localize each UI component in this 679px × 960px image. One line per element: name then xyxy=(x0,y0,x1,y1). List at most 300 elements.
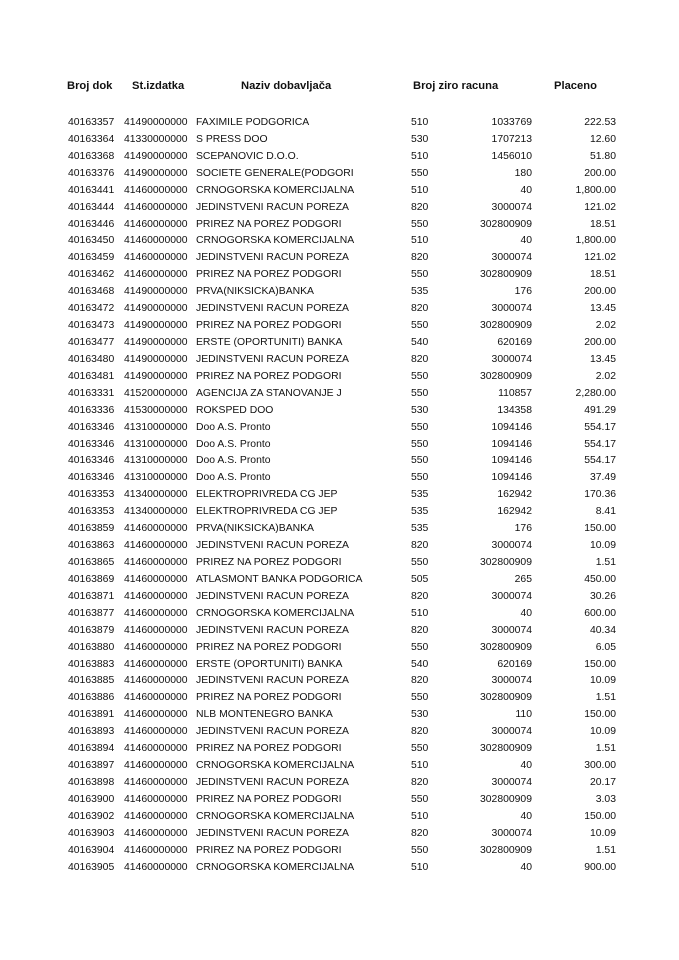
cell-account-number: 110 xyxy=(515,709,532,721)
cell-naziv-dobavljaca: PRIREZ NA POREZ PODGORI xyxy=(196,743,342,755)
table-row xyxy=(0,589,679,606)
cell-naziv-dobavljaca: CRNOGORSKA KOMERCIJALNA xyxy=(196,760,355,772)
table-row xyxy=(0,115,679,132)
cell-st-izdatka: 41460000000 xyxy=(124,235,188,247)
cell-broj-dok: 40163459 xyxy=(68,252,115,264)
cell-st-izdatka: 41460000000 xyxy=(124,861,188,873)
table-row xyxy=(0,217,679,234)
cell-account-number: 3000074 xyxy=(491,776,532,788)
cell-placeno: 554.17 xyxy=(584,421,616,433)
cell-bank-code: 550 xyxy=(411,421,429,433)
table-row xyxy=(0,758,679,775)
cell-bank-code: 820 xyxy=(411,201,429,213)
cell-account-number: 162942 xyxy=(497,506,532,518)
cell-placeno: 1.51 xyxy=(595,556,616,568)
cell-account-number: 302800909 xyxy=(479,218,532,230)
cell-st-izdatka: 41460000000 xyxy=(124,184,188,196)
cell-st-izdatka: 41330000000 xyxy=(124,133,188,145)
cell-naziv-dobavljaca: JEDINSTVENI RACUN POREZA xyxy=(196,827,349,839)
cell-st-izdatka: 41460000000 xyxy=(124,776,188,788)
cell-st-izdatka: 41460000000 xyxy=(124,269,188,281)
cell-broj-dok: 40163904 xyxy=(68,844,115,856)
cell-account-number: 1094146 xyxy=(491,438,532,450)
table-row xyxy=(0,690,679,707)
cell-placeno: 200.00 xyxy=(584,286,616,298)
cell-st-izdatka: 41460000000 xyxy=(124,827,188,839)
cell-naziv-dobavljaca: ELEKTROPRIVREDA CG JEP xyxy=(196,489,338,501)
cell-account-number: 3000074 xyxy=(491,726,532,738)
cell-naziv-dobavljaca: JEDINSTVENI RACUN POREZA xyxy=(196,726,349,738)
cell-broj-dok: 40163877 xyxy=(68,607,115,619)
cell-st-izdatka: 41460000000 xyxy=(124,726,188,738)
cell-naziv-dobavljaca: JEDINSTVENI RACUN POREZA xyxy=(196,624,349,636)
cell-bank-code: 530 xyxy=(411,133,429,145)
cell-broj-dok: 40163869 xyxy=(68,573,115,585)
cell-broj-dok: 40163450 xyxy=(68,235,115,247)
cell-st-izdatka: 41460000000 xyxy=(124,810,188,822)
cell-naziv-dobavljaca: PRVA(NIKSICKA)BANKA xyxy=(196,286,314,298)
cell-placeno: 8.41 xyxy=(595,506,616,518)
cell-broj-dok: 40163477 xyxy=(68,336,115,348)
cell-placeno: 150.00 xyxy=(584,523,616,535)
cell-st-izdatka: 41490000000 xyxy=(124,353,188,365)
cell-broj-dok: 40163865 xyxy=(68,556,115,568)
cell-placeno: 1.51 xyxy=(595,692,616,704)
cell-account-number: 302800909 xyxy=(479,269,532,281)
cell-naziv-dobavljaca: JEDINSTVENI RACUN POREZA xyxy=(196,675,349,687)
cell-bank-code: 550 xyxy=(411,793,429,805)
cell-st-izdatka: 41340000000 xyxy=(124,506,188,518)
cell-account-number: 3000074 xyxy=(491,252,532,264)
cell-bank-code: 550 xyxy=(411,455,429,467)
cell-st-izdatka: 41460000000 xyxy=(124,658,188,670)
header-broj-ziro-racuna: Broj ziro racuna xyxy=(413,80,499,92)
cell-placeno: 554.17 xyxy=(584,438,616,450)
cell-broj-dok: 40163368 xyxy=(68,150,115,162)
table-row xyxy=(0,200,679,217)
cell-bank-code: 540 xyxy=(411,658,429,670)
cell-st-izdatka: 41460000000 xyxy=(124,252,188,264)
table-row xyxy=(0,826,679,843)
cell-broj-dok: 40163897 xyxy=(68,760,115,772)
table-row xyxy=(0,132,679,149)
cell-bank-code: 510 xyxy=(411,810,429,822)
cell-account-number: 40 xyxy=(520,184,532,196)
cell-placeno: 3.03 xyxy=(595,793,616,805)
cell-account-number: 302800909 xyxy=(479,793,532,805)
cell-broj-dok: 40163441 xyxy=(68,184,115,196)
cell-broj-dok: 40163346 xyxy=(68,421,115,433)
table-row xyxy=(0,809,679,826)
cell-bank-code: 550 xyxy=(411,641,429,653)
cell-naziv-dobavljaca: CRNOGORSKA KOMERCIJALNA xyxy=(196,810,355,822)
cell-broj-dok: 40163444 xyxy=(68,201,115,213)
cell-placeno: 13.45 xyxy=(589,303,616,315)
cell-broj-dok: 40163894 xyxy=(68,743,115,755)
cell-naziv-dobavljaca: PRIREZ NA POREZ PODGORI xyxy=(196,370,342,382)
cell-account-number: 110857 xyxy=(498,387,532,399)
cell-account-number: 3000074 xyxy=(491,827,532,839)
cell-naziv-dobavljaca: JEDINSTVENI RACUN POREZA xyxy=(196,540,349,552)
cell-account-number: 3000074 xyxy=(491,353,532,365)
cell-broj-dok: 40163472 xyxy=(68,303,115,315)
table-row xyxy=(0,538,679,555)
cell-placeno: 170.36 xyxy=(584,489,616,501)
cell-placeno: 491.29 xyxy=(584,404,616,416)
cell-naziv-dobavljaca: CRNOGORSKA KOMERCIJALNA xyxy=(196,607,355,619)
cell-naziv-dobavljaca: PRIREZ NA POREZ PODGORI xyxy=(196,269,342,281)
cell-placeno: 600.00 xyxy=(584,607,616,619)
cell-naziv-dobavljaca: PRIREZ NA POREZ PODGORI xyxy=(196,793,342,805)
cell-bank-code: 510 xyxy=(411,607,429,619)
cell-bank-code: 510 xyxy=(411,861,429,873)
table-row xyxy=(0,657,679,674)
cell-st-izdatka: 41460000000 xyxy=(124,607,188,619)
cell-naziv-dobavljaca: JEDINSTVENI RACUN POREZA xyxy=(196,776,349,788)
cell-st-izdatka: 41490000000 xyxy=(124,286,188,298)
cell-bank-code: 550 xyxy=(411,218,429,230)
cell-broj-dok: 40163331 xyxy=(68,387,115,399)
cell-bank-code: 550 xyxy=(411,370,429,382)
cell-naziv-dobavljaca: JEDINSTVENI RACUN POREZA xyxy=(196,303,349,315)
cell-broj-dok: 40163871 xyxy=(68,590,115,602)
cell-naziv-dobavljaca: CRNOGORSKA KOMERCIJALNA xyxy=(196,861,355,873)
cell-bank-code: 820 xyxy=(411,675,429,687)
cell-account-number: 3000074 xyxy=(491,675,532,687)
cell-broj-dok: 40163883 xyxy=(68,658,115,670)
cell-broj-dok: 40163346 xyxy=(68,438,115,450)
cell-bank-code: 535 xyxy=(411,523,429,535)
cell-placeno: 2.02 xyxy=(595,320,616,332)
cell-placeno: 20.17 xyxy=(589,776,616,788)
table-row xyxy=(0,233,679,250)
cell-account-number: 3000074 xyxy=(491,303,532,315)
cell-st-izdatka: 41460000000 xyxy=(124,590,188,602)
cell-account-number: 1456010 xyxy=(491,150,532,162)
cell-bank-code: 550 xyxy=(411,556,429,568)
payments-table xyxy=(0,115,679,876)
table-row xyxy=(0,149,679,166)
cell-naziv-dobavljaca: Doo A.S. Pronto xyxy=(196,455,271,467)
table-row xyxy=(0,555,679,572)
cell-account-number: 302800909 xyxy=(479,370,532,382)
table-row xyxy=(0,352,679,369)
cell-placeno: 200.00 xyxy=(584,167,616,179)
cell-bank-code: 530 xyxy=(411,404,429,416)
cell-account-number: 176 xyxy=(514,286,532,298)
cell-naziv-dobavljaca: CRNOGORSKA KOMERCIJALNA xyxy=(196,235,355,247)
cell-account-number: 180 xyxy=(514,167,532,179)
cell-naziv-dobavljaca: FAXIMILE PODGORICA xyxy=(196,117,310,128)
table-row xyxy=(0,572,679,589)
cell-naziv-dobavljaca: NLB MONTENEGRO BANKA xyxy=(196,709,333,721)
cell-broj-dok: 40163376 xyxy=(68,167,115,179)
cell-st-izdatka: 41490000000 xyxy=(124,167,188,179)
table-row xyxy=(0,521,679,538)
cell-placeno: 150.00 xyxy=(584,658,616,670)
cell-account-number: 302800909 xyxy=(479,844,532,856)
cell-broj-dok: 40163336 xyxy=(68,404,115,416)
cell-bank-code: 820 xyxy=(411,252,429,264)
cell-broj-dok: 40163903 xyxy=(68,827,115,839)
cell-st-izdatka: 41460000000 xyxy=(124,692,188,704)
cell-account-number: 3000074 xyxy=(491,201,532,213)
cell-account-number: 40 xyxy=(520,607,532,619)
cell-account-number: 302800909 xyxy=(479,692,532,704)
cell-naziv-dobavljaca: S PRESS DOO xyxy=(196,133,268,145)
cell-st-izdatka: 41460000000 xyxy=(124,844,188,856)
cell-st-izdatka: 41490000000 xyxy=(124,303,188,315)
cell-placeno: 121.02 xyxy=(584,201,616,213)
cell-naziv-dobavljaca: Doo A.S. Pronto xyxy=(196,472,271,484)
cell-st-izdatka: 41310000000 xyxy=(124,455,188,467)
cell-broj-dok: 40163481 xyxy=(68,370,115,382)
cell-broj-dok: 40163353 xyxy=(68,489,115,501)
cell-broj-dok: 40163863 xyxy=(68,540,115,552)
cell-placeno: 900.00 xyxy=(584,861,616,873)
cell-naziv-dobavljaca: SOCIETE GENERALE(PODGORI xyxy=(196,167,354,179)
cell-placeno: 554.17 xyxy=(584,455,616,467)
cell-account-number: 302800909 xyxy=(479,641,532,653)
cell-account-number: 1707213 xyxy=(491,133,532,145)
table-row xyxy=(0,301,679,318)
cell-bank-code: 820 xyxy=(411,624,429,636)
cell-st-izdatka: 41490000000 xyxy=(124,370,188,382)
table-row xyxy=(0,707,679,724)
table-row xyxy=(0,470,679,487)
table-row xyxy=(0,166,679,183)
cell-naziv-dobavljaca: ERSTE (OPORTUNITI) BANKA xyxy=(196,336,343,348)
cell-bank-code: 820 xyxy=(411,827,429,839)
cell-naziv-dobavljaca: PRIREZ NA POREZ PODGORI xyxy=(196,218,342,230)
table-row xyxy=(0,860,679,877)
cell-placeno: 1,800.00 xyxy=(575,235,616,247)
cell-naziv-dobavljaca: Doo A.S. Pronto xyxy=(196,438,271,450)
cell-st-izdatka: 41460000000 xyxy=(124,793,188,805)
cell-placeno: 2.02 xyxy=(595,370,616,382)
header-st-izdatka: St.izdatka xyxy=(132,80,185,92)
cell-bank-code: 550 xyxy=(411,320,429,332)
cell-account-number: 302800909 xyxy=(479,743,532,755)
cell-broj-dok: 40163346 xyxy=(68,455,115,467)
cell-bank-code: 540 xyxy=(411,336,429,348)
table-row xyxy=(0,403,679,420)
cell-account-number: 1094146 xyxy=(491,472,532,484)
cell-placeno: 222.53 xyxy=(584,117,616,128)
cell-broj-dok: 40163346 xyxy=(68,472,115,484)
cell-st-izdatka: 41310000000 xyxy=(124,438,188,450)
cell-placeno: 18.51 xyxy=(589,269,616,281)
header-placeno: Placeno xyxy=(554,80,597,92)
cell-placeno: 10.09 xyxy=(589,675,616,687)
cell-placeno: 1.51 xyxy=(595,743,616,755)
cell-st-izdatka: 41310000000 xyxy=(124,421,188,433)
table-row xyxy=(0,504,679,521)
cell-account-number: 162942 xyxy=(497,489,532,501)
cell-bank-code: 535 xyxy=(411,286,429,298)
table-row xyxy=(0,640,679,657)
cell-placeno: 300.00 xyxy=(584,760,616,772)
cell-account-number: 134358 xyxy=(497,404,532,416)
cell-bank-code: 550 xyxy=(411,743,429,755)
cell-account-number: 1033769 xyxy=(491,117,532,128)
cell-broj-dok: 40163891 xyxy=(68,709,115,721)
table-row xyxy=(0,724,679,741)
cell-st-izdatka: 41460000000 xyxy=(124,624,188,636)
cell-st-izdatka: 41310000000 xyxy=(124,472,188,484)
cell-account-number: 620169 xyxy=(497,658,532,670)
cell-bank-code: 530 xyxy=(411,709,429,721)
cell-bank-code: 510 xyxy=(411,150,429,162)
cell-naziv-dobavljaca: ATLASMONT BANKA PODGORICA xyxy=(196,573,363,585)
cell-st-izdatka: 41490000000 xyxy=(124,150,188,162)
cell-account-number: 3000074 xyxy=(491,540,532,552)
cell-naziv-dobavljaca: JEDINSTVENI RACUN POREZA xyxy=(196,201,349,213)
cell-broj-dok: 40163446 xyxy=(68,218,115,230)
table-row xyxy=(0,420,679,437)
cell-account-number: 3000074 xyxy=(491,590,532,602)
cell-placeno: 12.60 xyxy=(589,133,616,145)
table-row xyxy=(0,843,679,860)
cell-naziv-dobavljaca: PRVA(NIKSICKA)BANKA xyxy=(196,523,314,535)
cell-naziv-dobavljaca: PRIREZ NA POREZ PODGORI xyxy=(196,556,342,568)
cell-bank-code: 820 xyxy=(411,540,429,552)
cell-bank-code: 550 xyxy=(411,269,429,281)
cell-st-izdatka: 41490000000 xyxy=(124,320,188,332)
table-row xyxy=(0,267,679,284)
table-row xyxy=(0,673,679,690)
cell-placeno: 51.80 xyxy=(589,150,616,162)
cell-placeno: 18.51 xyxy=(589,218,616,230)
cell-bank-code: 550 xyxy=(411,438,429,450)
cell-bank-code: 510 xyxy=(411,235,429,247)
cell-placeno: 121.02 xyxy=(584,252,616,264)
cell-broj-dok: 40163893 xyxy=(68,726,115,738)
cell-placeno: 6.05 xyxy=(595,641,616,653)
table-row xyxy=(0,183,679,200)
cell-broj-dok: 40163364 xyxy=(68,133,115,145)
cell-st-izdatka: 41530000000 xyxy=(124,404,188,416)
cell-st-izdatka: 41460000000 xyxy=(124,556,188,568)
cell-bank-code: 535 xyxy=(411,506,429,518)
cell-st-izdatka: 41460000000 xyxy=(124,540,188,552)
cell-placeno: 30.26 xyxy=(589,590,616,602)
cell-account-number: 302800909 xyxy=(479,556,532,568)
cell-account-number: 40 xyxy=(520,235,532,247)
cell-placeno: 10.09 xyxy=(589,827,616,839)
cell-bank-code: 505 xyxy=(411,573,429,585)
cell-placeno: 13.45 xyxy=(589,353,616,365)
cell-st-izdatka: 41460000000 xyxy=(124,675,188,687)
cell-account-number: 620169 xyxy=(497,336,532,348)
cell-broj-dok: 40163353 xyxy=(68,506,115,518)
cell-st-izdatka: 41460000000 xyxy=(124,641,188,653)
cell-naziv-dobavljaca: JEDINSTVENI RACUN POREZA xyxy=(196,590,349,602)
cell-account-number: 40 xyxy=(520,810,532,822)
cell-st-izdatka: 41490000000 xyxy=(124,117,188,128)
cell-bank-code: 550 xyxy=(411,844,429,856)
cell-st-izdatka: 41460000000 xyxy=(124,709,188,721)
cell-naziv-dobavljaca: ELEKTROPRIVREDA CG JEP xyxy=(196,506,338,518)
cell-placeno: 10.09 xyxy=(589,540,616,552)
table-row xyxy=(0,318,679,335)
cell-bank-code: 550 xyxy=(411,692,429,704)
cell-bank-code: 550 xyxy=(411,167,429,179)
cell-placeno: 2,280.00 xyxy=(575,387,616,399)
cell-naziv-dobavljaca: PRIREZ NA POREZ PODGORI xyxy=(196,641,342,653)
cell-broj-dok: 40163885 xyxy=(68,675,115,687)
cell-broj-dok: 40163462 xyxy=(68,269,115,281)
cell-bank-code: 820 xyxy=(411,776,429,788)
header-broj-dok: Broj dok xyxy=(67,80,113,92)
cell-placeno: 150.00 xyxy=(584,709,616,721)
cell-broj-dok: 40163898 xyxy=(68,776,115,788)
cell-broj-dok: 40163905 xyxy=(68,861,115,873)
table-row xyxy=(0,487,679,504)
cell-account-number: 40 xyxy=(520,760,532,772)
cell-broj-dok: 40163480 xyxy=(68,353,115,365)
cell-bank-code: 820 xyxy=(411,590,429,602)
cell-placeno: 40.34 xyxy=(589,624,616,636)
cell-broj-dok: 40163879 xyxy=(68,624,115,636)
table-row xyxy=(0,453,679,470)
cell-placeno: 1.51 xyxy=(595,844,616,856)
cell-st-izdatka: 41460000000 xyxy=(124,218,188,230)
table-row xyxy=(0,369,679,386)
cell-account-number: 302800909 xyxy=(479,320,532,332)
cell-st-izdatka: 41460000000 xyxy=(124,523,188,535)
cell-naziv-dobavljaca: ERSTE (OPORTUNITI) BANKA xyxy=(196,658,343,670)
cell-naziv-dobavljaca: PRIREZ NA POREZ PODGORI xyxy=(196,320,342,332)
cell-st-izdatka: 41520000000 xyxy=(124,387,188,399)
cell-naziv-dobavljaca: Doo A.S. Pronto xyxy=(196,421,271,433)
table-row xyxy=(0,775,679,792)
table-row xyxy=(0,335,679,352)
cell-placeno: 150.00 xyxy=(584,810,616,822)
cell-bank-code: 550 xyxy=(411,472,429,484)
cell-st-izdatka: 41460000000 xyxy=(124,201,188,213)
cell-st-izdatka: 41490000000 xyxy=(124,336,188,348)
cell-account-number: 265 xyxy=(514,573,532,585)
table-row xyxy=(0,792,679,809)
cell-broj-dok: 40163859 xyxy=(68,523,115,535)
cell-placeno: 10.09 xyxy=(589,726,616,738)
cell-broj-dok: 40163880 xyxy=(68,641,115,653)
table-row xyxy=(0,250,679,267)
cell-naziv-dobavljaca: PRIREZ NA POREZ PODGORI xyxy=(196,844,342,856)
cell-account-number: 1094146 xyxy=(491,455,532,467)
cell-placeno: 1,800.00 xyxy=(575,184,616,196)
cell-bank-code: 820 xyxy=(411,303,429,315)
cell-st-izdatka: 41460000000 xyxy=(124,743,188,755)
cell-broj-dok: 40163473 xyxy=(68,320,115,332)
cell-placeno: 37.49 xyxy=(589,472,616,484)
table-row xyxy=(0,386,679,403)
cell-account-number: 3000074 xyxy=(491,624,532,636)
cell-naziv-dobavljaca: JEDINSTVENI RACUN POREZA xyxy=(196,252,349,264)
table-row xyxy=(0,284,679,301)
cell-account-number: 1094146 xyxy=(491,421,532,433)
cell-placeno: 450.00 xyxy=(584,573,616,585)
cell-broj-dok: 40163886 xyxy=(68,692,115,704)
cell-naziv-dobavljaca: ROKSPED DOO xyxy=(196,404,274,416)
cell-naziv-dobavljaca: AGENCIJA ZA STANOVANJE J xyxy=(196,387,342,399)
table-row xyxy=(0,606,679,623)
cell-broj-dok: 40163357 xyxy=(68,117,115,128)
cell-broj-dok: 40163902 xyxy=(68,810,115,822)
header-naziv-dobavljaca: Naziv dobavljača xyxy=(241,80,332,92)
cell-broj-dok: 40163468 xyxy=(68,286,115,298)
